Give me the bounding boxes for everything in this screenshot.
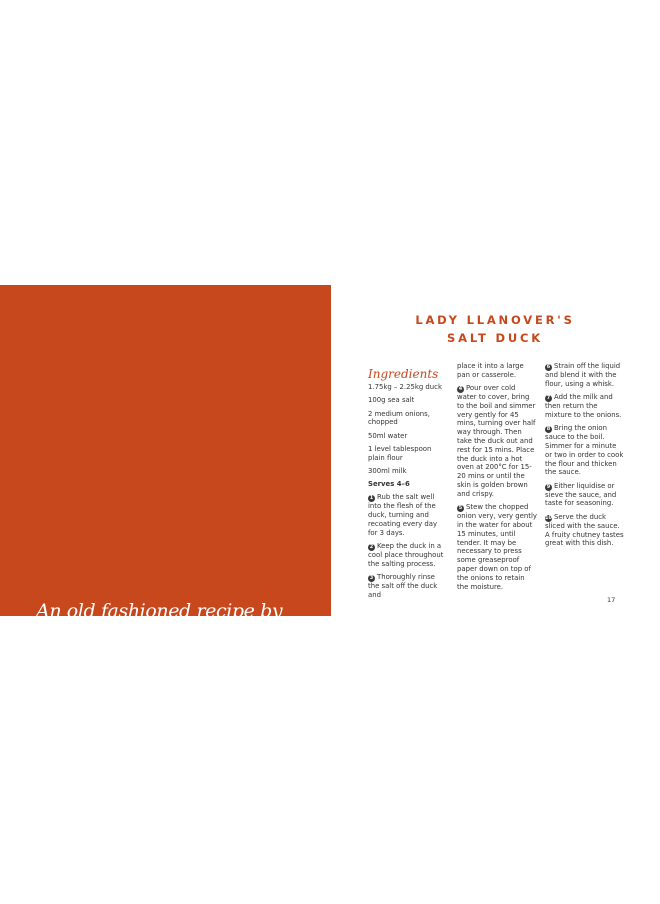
ingredients-heading: Ingredients xyxy=(368,367,439,381)
step-number-icon: 2 xyxy=(369,543,374,550)
method-step xyxy=(368,493,448,537)
ingredient-item: 50ml water xyxy=(368,431,408,440)
step-text: Strain off the liquid and blend it with the flour, using a whisk. xyxy=(545,362,621,388)
intro-panel xyxy=(0,285,331,769)
step-number-icon: 3 xyxy=(369,574,374,581)
method-step xyxy=(545,393,625,420)
method-step xyxy=(457,503,537,591)
page-number: 17 xyxy=(607,596,616,604)
method-step xyxy=(368,573,448,600)
step-text: Rub the salt well into the flesh of the duck, turning and recoating every day for 3 days. xyxy=(368,493,438,537)
step-text: Either liquidise or sieve the sauce, and taste for seasoning. xyxy=(545,481,617,508)
step-number-icon: 10 xyxy=(545,514,552,521)
step-number-icon: 9 xyxy=(546,483,551,490)
recipe-title-line-2: SALT DUCK xyxy=(447,331,543,345)
step-number-icon: 8 xyxy=(546,426,551,433)
recipe-title-line-1: LADY LLANOVER'S xyxy=(415,313,575,327)
method-step xyxy=(545,513,625,548)
step-text: Keep the duck in a cool place throughout the salting process. xyxy=(368,541,444,568)
step-number-icon: 7 xyxy=(546,395,551,402)
step-number-icon: 1 xyxy=(369,495,374,502)
ingredient-item: 100g sea salt xyxy=(368,396,415,405)
recipe-column-3 xyxy=(545,362,625,553)
ingredient-item: 2 medium onions, chopped xyxy=(368,409,430,427)
method-step xyxy=(457,384,537,499)
serves-label: Serves 4–6 xyxy=(368,480,410,489)
recipe-column-1 xyxy=(368,362,448,604)
step-number-icon: 4 xyxy=(458,386,463,393)
intro-text: An old fashioned recipe by Lady Llanover which emphasises how salt softens the flesh and draws out excess fat from the duck. Allow 3 days of preparation for this dish. xyxy=(36,600,299,769)
step-text: Thoroughly rinse the salt off the duck and xyxy=(368,572,438,599)
ingredient-item: 1.75kg – 2.25kg duck xyxy=(368,383,442,391)
step-number-icon: 5 xyxy=(458,505,463,512)
step-text: Serve the duck sliced with the sauce. A fruity chutney tastes great with this dish. xyxy=(545,512,624,548)
step-continuation: place it into a large pan or casserole. xyxy=(457,362,524,379)
method-step xyxy=(545,424,625,477)
step-text: Pour over cold water to cover, bring to the boil and simmer very gently for 45 mins, turning over half way through. Then take the duck out and rest for 15 mins. Place the duck into a hot oven at 200°C for 15-20 mins or until the skin is golden brown and crispy. xyxy=(457,384,536,498)
method-step xyxy=(368,542,448,569)
recipe-title xyxy=(400,311,590,347)
step-text: Stew the chopped onion very, very gently in the water for about 15 minutes, until tender. It may be necessary to press some greaseproof paper down on top of the onions to retain the moisture. xyxy=(457,503,537,591)
method-step xyxy=(545,362,625,389)
step-number-icon: 6 xyxy=(546,364,551,370)
step-text: Bring the onion sauce to the boil. Simmer for a minute or two in order to cook the flour and thicken the sauce. xyxy=(545,424,624,477)
method-step xyxy=(545,482,625,509)
ingredient-item: 1 level tablespoon plain flour xyxy=(368,444,432,462)
recipe-column-2 xyxy=(457,362,537,596)
step-text: Add the milk and then return the mixture to the onions. xyxy=(545,393,622,419)
ingredient-item: 300ml milk xyxy=(368,467,407,476)
